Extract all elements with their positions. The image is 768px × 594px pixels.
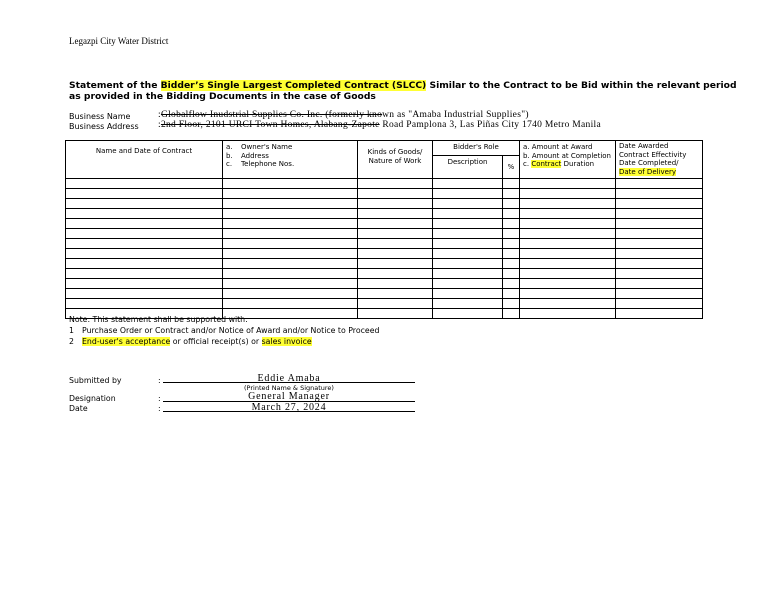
table-row <box>66 259 703 269</box>
date-label: Date <box>69 404 88 413</box>
note-item-2: 2 End-user's acceptance or official receipt(s) or sales invoice <box>69 337 312 346</box>
signature-caption: (Printed Name & Signature) <box>244 384 334 392</box>
table-row <box>66 179 703 189</box>
business-name-label: Business Name <box>69 112 131 121</box>
title-text: Statement of the <box>69 80 161 91</box>
header-kinds-goods: Kinds of Goods/ Nature of Work <box>358 141 433 179</box>
business-address-label: Business Address <box>69 122 139 131</box>
business-address-value: :2nd Floor, 2101 URCI Town Homes, Alabang-Zapote Road Pamplona 3, Las Piñas City 1740 Metro Manila <box>158 120 601 130</box>
designation-label: Designation <box>69 394 116 403</box>
header-name-date: Name and Date of Contract <box>66 141 223 179</box>
organization-name: Legazpi City Water District <box>69 36 169 46</box>
header-owner: a. Owner's Name b. Address c. Telephone Nos. <box>223 141 358 179</box>
header-description: Description <box>433 156 503 179</box>
table-row <box>66 199 703 209</box>
designation-colon: : <box>158 394 161 403</box>
title-text-rest: Similar to the Contract to be Bid within the relevant period <box>426 80 737 91</box>
date-value: March 27, 2024 <box>251 402 327 413</box>
date-line <box>163 411 415 412</box>
table-row <box>66 279 703 289</box>
table-row <box>66 189 703 199</box>
header-bidders-role: Bidder's Role <box>433 141 520 156</box>
note-heading: Note: This statement shall be supported with: <box>69 315 248 324</box>
table-row <box>66 239 703 249</box>
title-line2: as provided in the Bidding Documents in the case of Goods <box>69 91 376 102</box>
table-row <box>66 269 703 279</box>
note-item-1: 1 Purchase Order or Contract and/or Notice of Award and/or Notice to Proceed <box>69 326 380 335</box>
table-row <box>66 299 703 309</box>
title-highlight: Bidder’s Single Largest Completed Contract (SLCC) <box>160 80 427 91</box>
submitted-by-colon: : <box>158 376 161 385</box>
table-row <box>66 219 703 229</box>
header-percent: % <box>503 156 520 179</box>
table-row <box>66 249 703 259</box>
slcc-table <box>65 140 703 319</box>
submitted-by-label: Submitted by <box>69 376 122 385</box>
designation-value: General Manager <box>248 391 330 402</box>
date-colon: : <box>158 404 161 413</box>
business-name-value: :Globalflow Inudstrial Supplies Co. Inc. (formerly known as "Amaba Industrial Supplies") <box>158 110 529 120</box>
table-row <box>66 209 703 219</box>
document-title <box>69 80 737 102</box>
signature-line <box>163 382 415 383</box>
table-row <box>66 229 703 239</box>
signatory-name: Eddie Amaba <box>257 373 321 384</box>
table-row <box>66 289 703 299</box>
header-amounts: a. Amount at Award b. Amount at Completion c. Contract Duration <box>520 141 616 179</box>
header-dates: Date Awarded Contract Effectivity Date Completed/ Date of Delivery <box>616 141 703 179</box>
